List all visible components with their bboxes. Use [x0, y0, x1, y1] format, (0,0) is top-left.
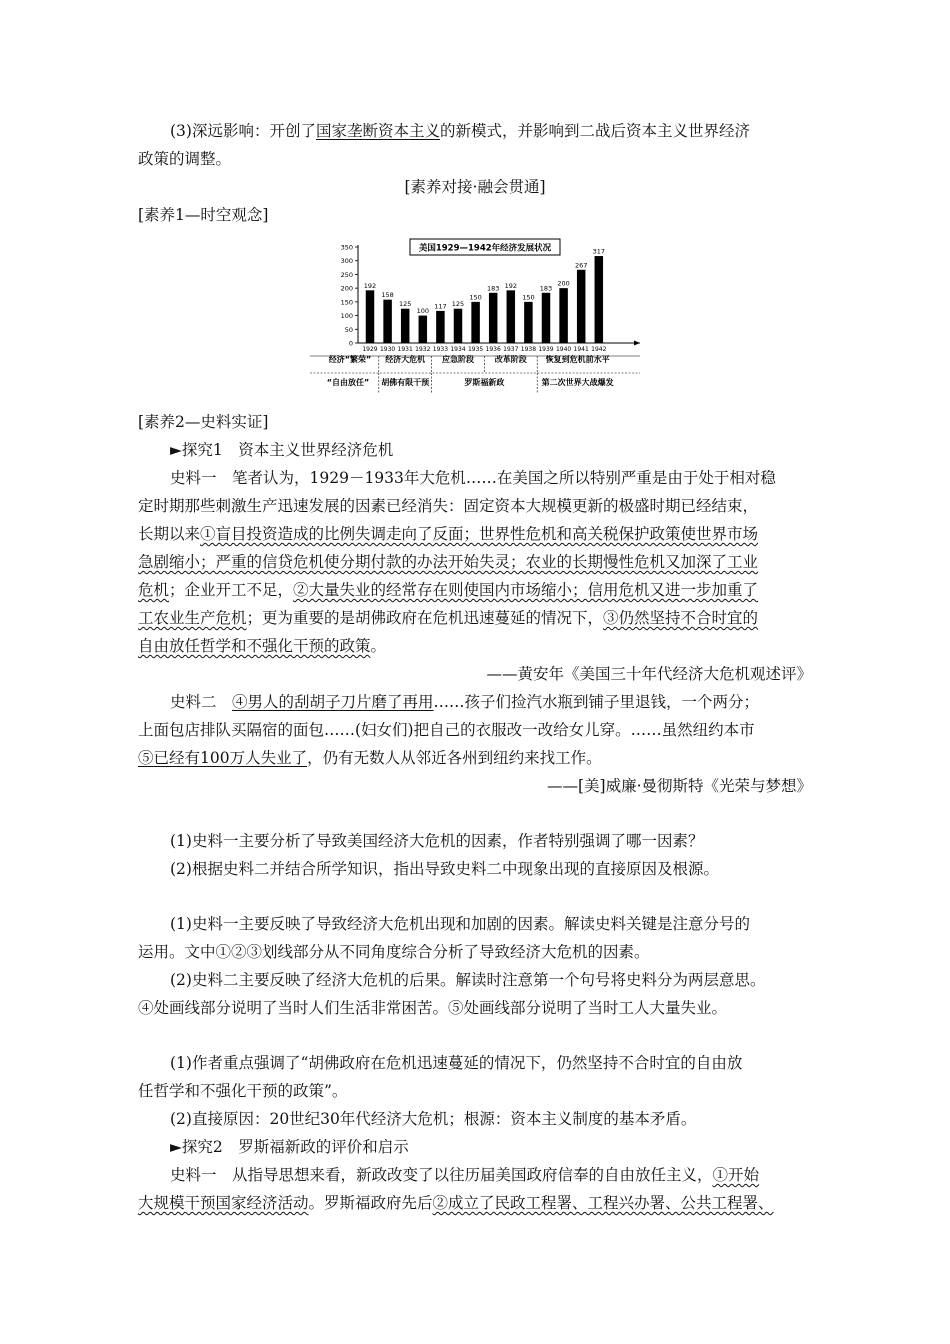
bar-value-label: 192 [363, 281, 377, 290]
section3-line2: 政策的调整。 [138, 150, 232, 168]
x-tick-label: 1936 [485, 346, 501, 353]
material3-line1: 史料一 从指导思想来看，新政改变了以往历届美国政府信奉的自由放任主义，①开始 [170, 1166, 760, 1184]
answer-line3: (2)直接原因：20世纪30年代经济大危机；根源：资本主义制度的基本矛盾。 [170, 1110, 697, 1128]
x-tick-label: 1938 [520, 346, 537, 353]
bar-value-label: 183 [486, 284, 500, 293]
bar [454, 309, 463, 343]
bar [489, 293, 498, 343]
literacy1-label: [素养1—时空观念] [138, 206, 269, 224]
underlined-term: 国家垄断资本主义 [315, 122, 440, 140]
x-tick-label: 1941 [573, 346, 589, 353]
question-1: (1)史料一主要分析了导致美国经济大危机的因素，作者特别强调了哪一因素？ [170, 832, 704, 850]
phase-label: 经济“繁荣” [328, 355, 372, 364]
section-heading: [素养对接·融会贯通] [404, 178, 546, 196]
x-tick-label: 1940 [555, 346, 572, 353]
economic-chart [310, 233, 650, 399]
policy-label: “自由放任” [326, 378, 370, 387]
y-tick-label: 200 [340, 284, 353, 293]
x-tick-label: 1933 [432, 346, 449, 353]
x-tick-label: 1930 [379, 346, 396, 353]
bar [524, 302, 533, 343]
bar [542, 293, 551, 343]
y-tick-label: 300 [340, 257, 353, 266]
x-tick-label: 1935 [467, 346, 484, 353]
bar [595, 256, 604, 343]
x-tick-label: 1939 [538, 346, 554, 353]
material1-line5: 危机；企业开工不足，②大量失业的经常存在则使国内市场缩小；信用危机又进一步加重了 [138, 581, 759, 599]
bar-value-label: 100 [416, 307, 430, 316]
phase-label: 经济大危机 [385, 355, 426, 364]
analysis-1-line1: (1)史料一主要反映了导致经济大危机出现和加剧的因素。解读史料关键是注意分号的 [170, 915, 750, 933]
y-tick-label: 350 [340, 243, 353, 252]
bar-value-label: 267 [574, 261, 588, 270]
y-tick-label: 250 [340, 270, 353, 279]
literacy2-label: [素养2—史料实证] [138, 413, 269, 431]
bar-value-label: 200 [557, 279, 570, 288]
material1-line4: 急剧缩小；严重的信贷危机使分期付款的办法开始失灵；农业的长期慢性危机又加深了工业 [138, 553, 759, 571]
y-tick-label: 100 [340, 312, 353, 321]
bar [401, 309, 410, 343]
bar-value-label: 183 [539, 284, 553, 293]
material1-line3: 长期以来①盲目投资造成的比例失调走向了反面；世界性危机和高关税保护政策使世界市场 [138, 525, 759, 543]
y-tick-label: 0 [348, 339, 353, 348]
bar-value-label: 150 [469, 293, 482, 302]
bar-value-label: 317 [592, 247, 606, 256]
material2-line3: ⑤已经有100万人失业了，仍有无数人从邻近各州到纽约来找工作。 [138, 749, 602, 767]
material1-line1: 史料一 笔者认为，1929－1933年大危机……在美国之所以特别严重是由于处于相对稳 [170, 469, 776, 487]
x-tick-label: 1932 [415, 346, 431, 353]
bar [419, 316, 428, 343]
question-2: (2)根据史料二并结合所学知识，指出导致史料二中现象出现的直接原因及根源。 [170, 860, 719, 878]
material2-line1: 史料二 ④男人的刮胡子刀片磨了再用……孩子们捡汽水瓶到铺子里退钱，一个两分； [170, 693, 760, 711]
material2-line2: 上面包店排队买隔宿的面包……(妇女们)把自己的衣服改一改给女儿穿。……虽然纽约本市 [138, 721, 755, 739]
material2-source: ——[美]威廉·曼彻斯特《光荣与梦想》 [546, 777, 812, 795]
bar-value-label: 158 [381, 291, 394, 300]
material1-source: ——黄安年《美国三十年代经济大危机观述评》 [486, 665, 812, 683]
answer-line2: 任哲学和不强化干预的政策”。 [138, 1082, 348, 1100]
material3-line2: 大规模干预国家经济活动。罗斯福政府先后②成立了民政工程署、工程兴办署、公共工程署、 [138, 1194, 774, 1212]
bar [383, 300, 392, 343]
bar-value-label: 150 [522, 293, 535, 302]
x-tick-label: 1942 [591, 346, 607, 353]
phase-label: 应急阶段 [442, 355, 474, 364]
bar [471, 302, 480, 343]
phase-label: 改革阶段 [494, 355, 527, 364]
bar-value-label: 117 [434, 302, 447, 311]
x-tick-label: 1934 [450, 346, 466, 353]
x-tick-label: 1929 [362, 346, 378, 353]
bar [559, 288, 568, 343]
explore1-title: ►探究1 资本主义世界经济危机 [170, 441, 394, 459]
chart-title: 美国1929—1942年经济发展状况 [418, 243, 552, 254]
analysis-1-line2: 运用。文中①②③划线部分从不同角度综合分析了导致经济大危机的因素。 [138, 943, 650, 961]
y-tick-label: 50 [344, 325, 353, 334]
analysis-2-line1: (2)史料二主要反映了经济大危机的后果。解读时注意第一个句号将史料分为两层意思。 [170, 971, 766, 989]
material1-line6: 工农业生产危机；更为重要的是胡佛政府在危机迅速蔓延的情况下，③仍然坚持不合时宜的 [138, 609, 759, 627]
y-tick-label: 150 [340, 298, 353, 307]
policy-label: 胡佛有限干预 [381, 378, 430, 387]
bar [366, 290, 375, 343]
analysis-2-line2: ④处画线部分说明了当时人们生活非常困苦。⑤处画线部分说明了当时工人大量失业。 [138, 999, 728, 1017]
x-axis-arrow [634, 341, 640, 346]
answer-line1: (1)作者重点强调了“胡佛政府在危机迅速蔓延的情况下，仍然坚持不合时宜的自由放 [170, 1054, 743, 1072]
x-tick-label: 1937 [503, 346, 519, 353]
bar-value-label: 125 [451, 300, 465, 309]
phase-label: 恢复到危机前水平 [545, 355, 610, 364]
x-tick-label: 1931 [397, 346, 413, 353]
bar-value-label: 192 [504, 281, 518, 290]
bar [577, 270, 586, 343]
section3-line1: (3)深远影响：开创了国家垄断资本主义的新模式，并影响到二战后资本主义世界经济 [170, 122, 750, 140]
material1-line7: 自由放任哲学和不强化干预的政策。 [138, 637, 387, 655]
bar-value-label: 125 [398, 300, 412, 309]
explore2-title: ►探究2 罗斯福新政的评价和启示 [170, 1138, 409, 1156]
bar [436, 311, 445, 343]
material1-line2: 定时期那些刺激生产迅速发展的因素已经消失：固定资本大规模更新的极盛时期已经结束， [138, 497, 759, 515]
bar [507, 290, 516, 343]
policy-label: 第二次世界大战爆发 [541, 378, 614, 387]
policy-label: 罗斯福新政 [464, 378, 505, 387]
